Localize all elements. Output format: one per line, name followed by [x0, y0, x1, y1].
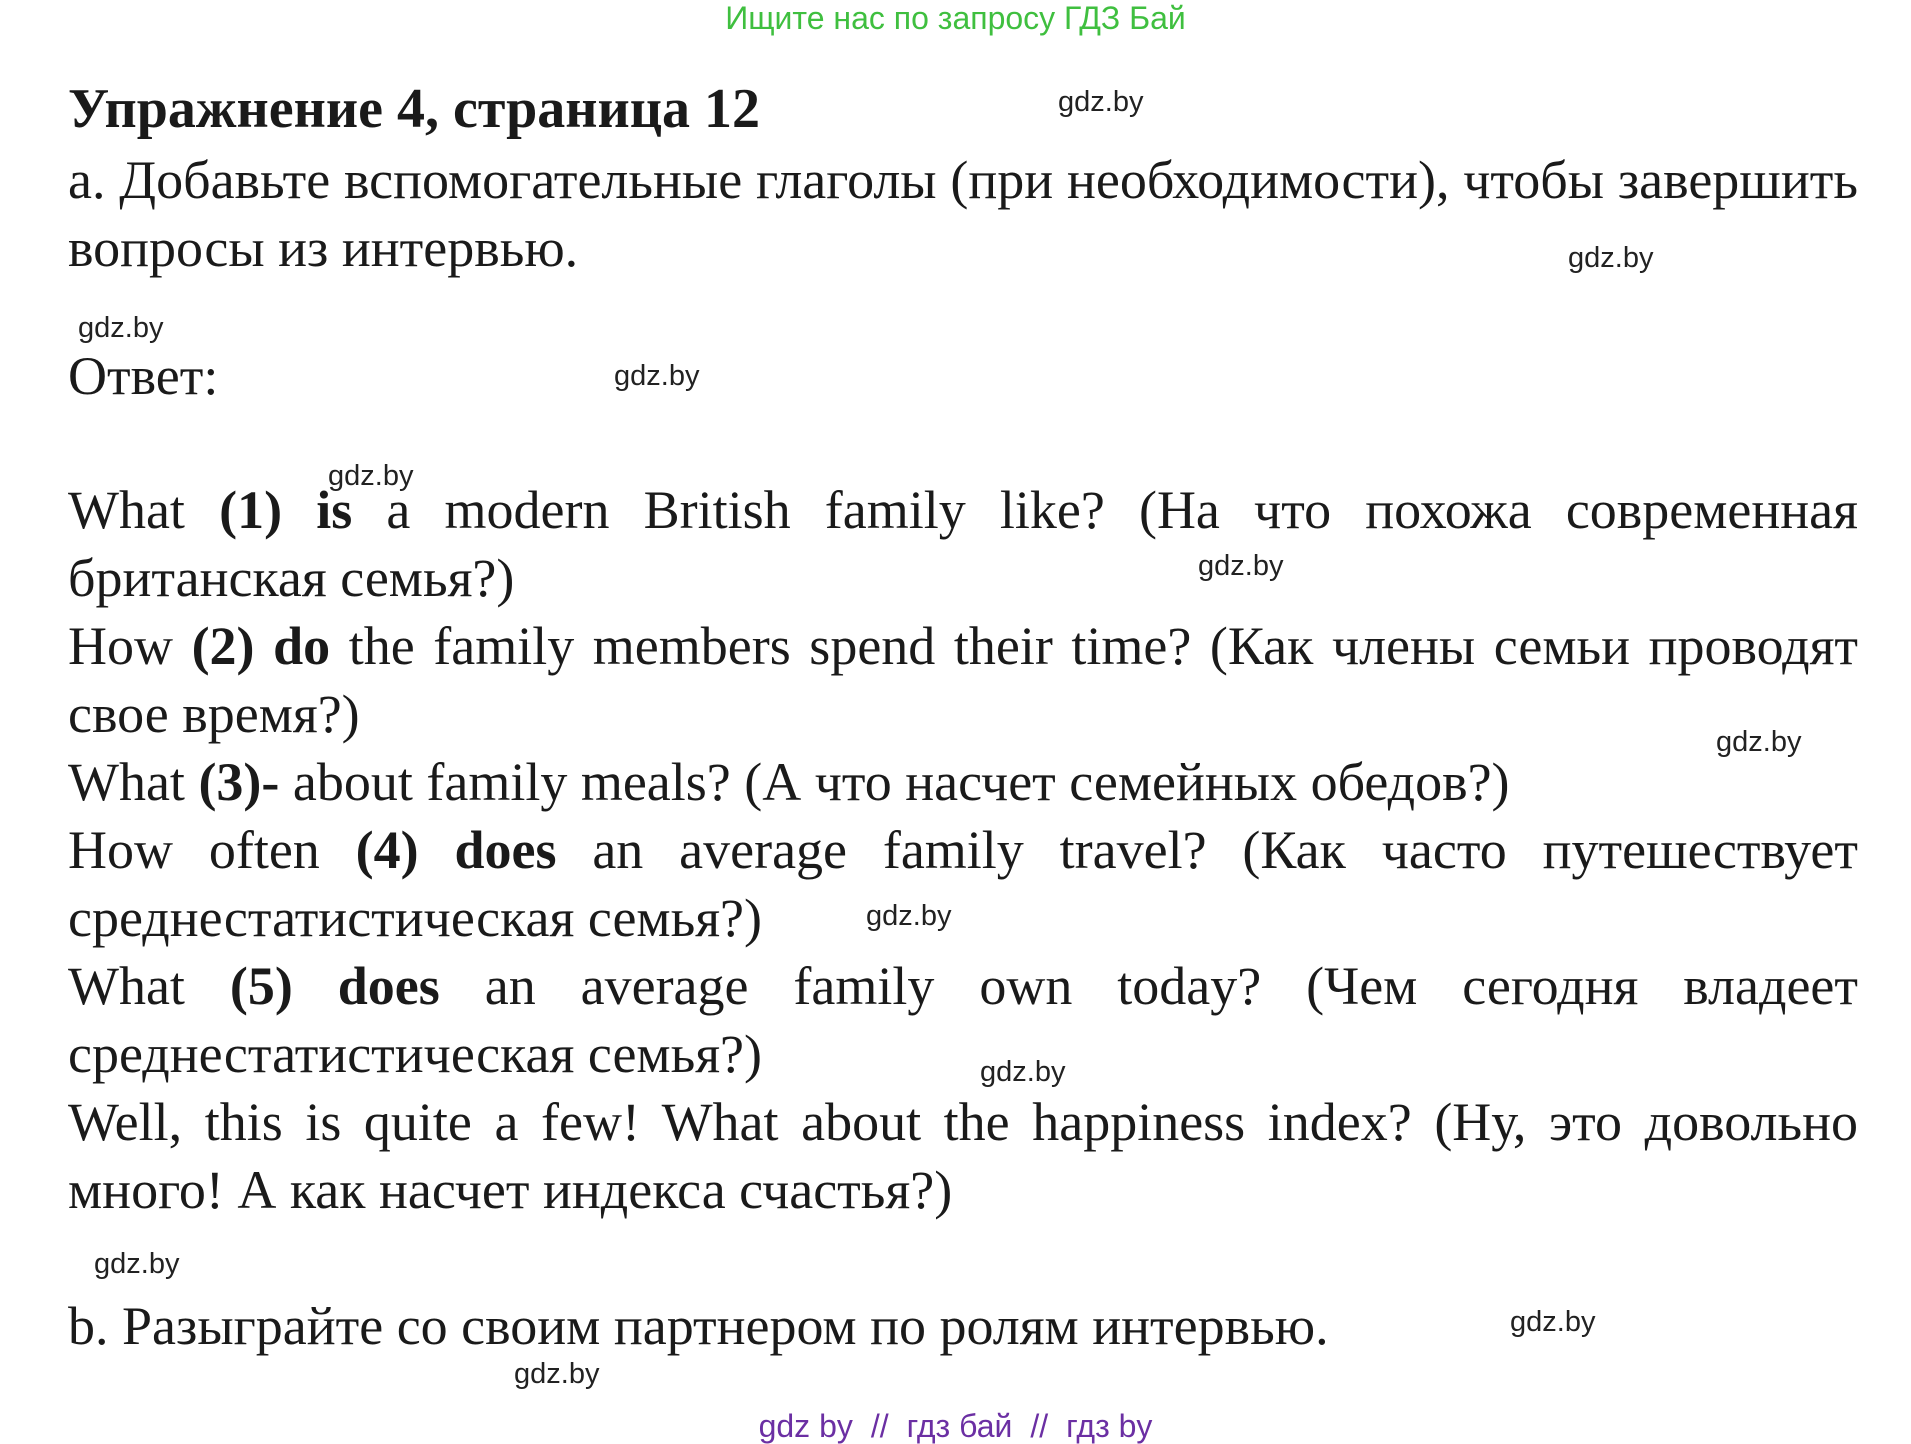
site-banner: Ищите нас по запросу ГДЗ Бай	[725, 0, 1186, 36]
answer-5-verb: (5) does	[229, 956, 440, 1016]
footer-separator: //	[870, 1408, 889, 1444]
answer-2-verb: (2) do	[191, 616, 331, 676]
answer-line-3	[68, 748, 1858, 816]
answer-line-6	[68, 1088, 1858, 1224]
task-a-text: а. Добавьте вспомогательные глаголы (при необходимости), чтобы завершить вопросы из интервью.	[68, 150, 1858, 278]
footer-link-gdz-by-cyr[interactable]: гдз by	[1066, 1408, 1153, 1444]
answer-3-verb: (3)-	[198, 752, 280, 812]
watermark: gdz.by	[94, 1248, 180, 1280]
footer-link-gdz-by[interactable]: gdz by	[758, 1408, 853, 1444]
watermark: gdz.by	[1058, 86, 1144, 118]
answer-line-5	[68, 952, 1858, 1088]
answer-5-before: What	[68, 956, 230, 1016]
footer-link-gdz-bai[interactable]: гдз бай	[906, 1408, 1013, 1444]
answer-1-verb: (1) is	[219, 480, 353, 540]
footer-links	[0, 1408, 1911, 1444]
watermark: gdz.by	[614, 360, 700, 392]
answer-1-after: a modern British family like? (На что похожа современная британская семья?)	[68, 480, 1858, 608]
answer-line-4	[68, 816, 1858, 952]
answer-3-after: about family meals? (А что насчет семейных обедов?)	[279, 752, 1510, 812]
footer-separator: //	[1030, 1408, 1049, 1444]
answer-label: Ответ:	[68, 346, 219, 406]
watermark: gdz.by	[1510, 1306, 1596, 1338]
answer-4-after: an average family travel? (Как часто путешествует среднестатистическая семья?)	[68, 820, 1858, 948]
exercise-title: Упражнение 4, страница 12	[68, 78, 761, 140]
watermark: gdz.by	[514, 1358, 600, 1390]
answer-5-after: an average family own today? (Чем сегодня владеет среднестатистическая семья?)	[68, 956, 1858, 1084]
watermark: gdz.by	[866, 900, 952, 932]
answer-line-2	[68, 612, 1858, 748]
answer-1-before: What	[68, 480, 220, 540]
answer-4-before: How often	[68, 820, 356, 880]
watermark: gdz.by	[1568, 242, 1654, 274]
answer-4-verb: (4) does	[355, 820, 557, 880]
answer-2-after: the family members spend their time? (Как члены семьи проводят свое время?)	[68, 616, 1859, 744]
answer-3-before: What	[68, 752, 199, 812]
answer-2-before: How	[68, 616, 192, 676]
watermark: gdz.by	[78, 312, 164, 344]
answer-6-text: Well, this is quite a few! What about the happiness index? (Ну, это довольно много! А как насчет индекса счастья?)	[68, 1092, 1858, 1220]
answer-line-1	[68, 476, 1858, 612]
watermark: gdz.by	[328, 460, 414, 492]
watermark: gdz.by	[980, 1056, 1066, 1088]
watermark: gdz.by	[1198, 550, 1284, 582]
watermark: gdz.by	[1716, 726, 1802, 758]
task-b-text: b. Разыграйте со своим партнером по ролям интервью.	[68, 1296, 1329, 1356]
